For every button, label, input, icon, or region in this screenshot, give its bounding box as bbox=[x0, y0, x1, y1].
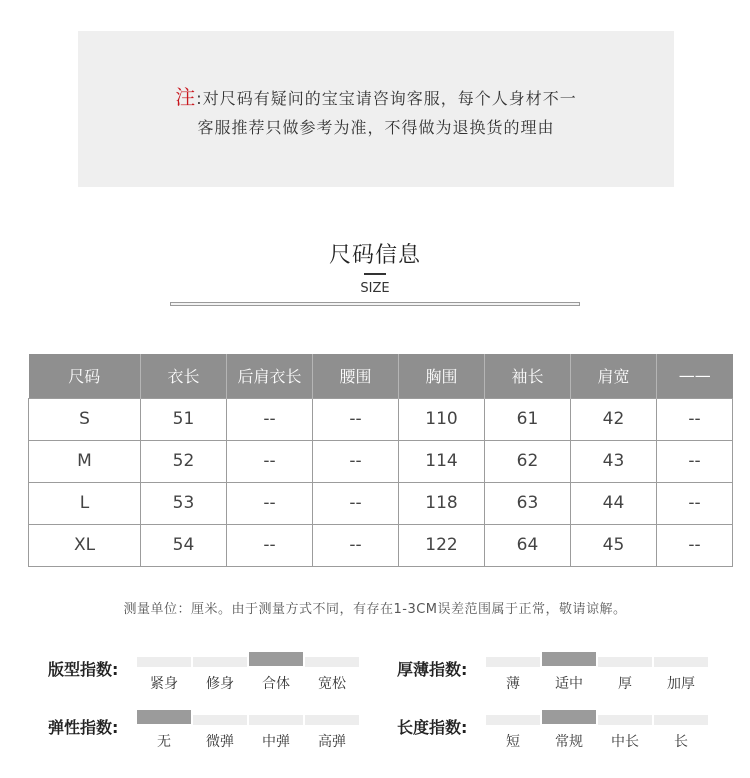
index-label: 厚薄指数: bbox=[397, 660, 468, 679]
table-cell: XL bbox=[29, 524, 141, 566]
index-option-label: 短 bbox=[506, 734, 520, 750]
index-segment bbox=[486, 657, 540, 667]
table-header-cell: 肩宽 bbox=[571, 354, 657, 398]
index-segment-selected bbox=[249, 652, 303, 666]
measurement-note: 测量单位：厘米。由于测量方式不同，有存在1-3CM误差范围属于正常，敬请谅解。 bbox=[123, 602, 627, 617]
index-option-label: 无 bbox=[157, 734, 171, 750]
table-cell: 53 bbox=[141, 482, 227, 524]
table-header-cell: 衣长 bbox=[141, 354, 227, 398]
table-header-cell: 腰围 bbox=[313, 354, 399, 398]
table-cell: M bbox=[29, 440, 141, 482]
index-option-label: 中长 bbox=[611, 734, 639, 750]
index-segment bbox=[486, 715, 540, 725]
index-option-label: 中弹 bbox=[262, 734, 290, 750]
index-option-label: 厚 bbox=[618, 676, 632, 692]
table-header-cell: —— bbox=[657, 354, 733, 398]
table-cell: 45 bbox=[571, 524, 657, 566]
table-cell: -- bbox=[657, 398, 733, 440]
table-cell: -- bbox=[227, 524, 313, 566]
index-label: 弹性指数: bbox=[48, 718, 119, 737]
index-segment bbox=[305, 715, 359, 725]
table-cell: -- bbox=[657, 482, 733, 524]
table-header-cell: 尺码 bbox=[29, 354, 141, 398]
index-option-label: 高弹 bbox=[318, 734, 346, 750]
title-divider bbox=[364, 273, 386, 275]
notice-line-2: 客服推荐只做参考为准，不得做为退换货的理由 bbox=[197, 118, 555, 137]
index-segment bbox=[598, 657, 652, 667]
index-segment-selected bbox=[137, 710, 191, 724]
table-cell: 114 bbox=[399, 440, 485, 482]
table-cell: 43 bbox=[571, 440, 657, 482]
section-title: 尺码信息 bbox=[328, 243, 421, 268]
index-segment bbox=[654, 657, 708, 667]
table-cell: -- bbox=[313, 398, 399, 440]
table-row bbox=[29, 524, 733, 566]
table-cell: 64 bbox=[485, 524, 571, 566]
table-cell: -- bbox=[657, 440, 733, 482]
table-cell: 61 bbox=[485, 398, 571, 440]
table-header-row bbox=[29, 354, 733, 398]
table-cell: 122 bbox=[399, 524, 485, 566]
index-option-label: 长 bbox=[674, 734, 688, 750]
index-segment bbox=[654, 715, 708, 725]
table-cell: -- bbox=[227, 398, 313, 440]
table-cell: -- bbox=[227, 482, 313, 524]
notice-prefix: 注 bbox=[175, 85, 197, 109]
table-header-cell: 胸围 bbox=[399, 354, 485, 398]
table-cell: -- bbox=[313, 524, 399, 566]
index-segment bbox=[249, 715, 303, 725]
table-cell: 52 bbox=[141, 440, 227, 482]
table-cell: 62 bbox=[485, 440, 571, 482]
notice-text bbox=[78, 83, 674, 142]
table-body bbox=[29, 398, 733, 566]
index-option-label: 微弹 bbox=[206, 734, 234, 750]
index-option-label: 合体 bbox=[262, 676, 290, 692]
notice-line-1 bbox=[78, 83, 674, 113]
index-segment-selected bbox=[542, 710, 596, 724]
table-header-cell: 后肩衣长 bbox=[227, 354, 313, 398]
index-segment bbox=[137, 657, 191, 667]
table-header-cell: 袖长 bbox=[485, 354, 571, 398]
index-segment bbox=[598, 715, 652, 725]
index-label: 版型指数: bbox=[48, 660, 119, 679]
index-label: 长度指数: bbox=[397, 718, 468, 737]
table-cell: -- bbox=[657, 524, 733, 566]
table-cell: 51 bbox=[141, 398, 227, 440]
index-option-label: 修身 bbox=[206, 676, 234, 692]
table-cell: 118 bbox=[399, 482, 485, 524]
notice-box bbox=[78, 31, 674, 187]
index-option-label: 适中 bbox=[555, 676, 583, 692]
size-table bbox=[28, 354, 733, 567]
table-row bbox=[29, 440, 733, 482]
section-subtitle: SIZE bbox=[360, 281, 390, 296]
table-cell: -- bbox=[313, 482, 399, 524]
index-segment bbox=[193, 657, 247, 667]
table-cell: 63 bbox=[485, 482, 571, 524]
table-cell: -- bbox=[227, 440, 313, 482]
table-cell: 42 bbox=[571, 398, 657, 440]
table-row bbox=[29, 482, 733, 524]
table-cell: 110 bbox=[399, 398, 485, 440]
table-cell: 44 bbox=[571, 482, 657, 524]
index-option-label: 常规 bbox=[555, 734, 583, 750]
table-cell: 54 bbox=[141, 524, 227, 566]
index-segment bbox=[193, 715, 247, 725]
title-rule bbox=[170, 302, 580, 306]
index-option-label: 薄 bbox=[506, 676, 520, 692]
index-option-label: 加厚 bbox=[667, 676, 695, 692]
index-segment-selected bbox=[542, 652, 596, 666]
index-option-label: 宽松 bbox=[318, 676, 346, 692]
table-row bbox=[29, 398, 733, 440]
table-cell: -- bbox=[313, 440, 399, 482]
index-segment bbox=[305, 657, 359, 667]
notice-line-1-text: :对尺码有疑问的宝宝请咨询客服，每个人身材不一 bbox=[196, 89, 577, 108]
index-option-label: 紧身 bbox=[150, 676, 178, 692]
table-cell: S bbox=[29, 398, 141, 440]
table-cell: L bbox=[29, 482, 141, 524]
